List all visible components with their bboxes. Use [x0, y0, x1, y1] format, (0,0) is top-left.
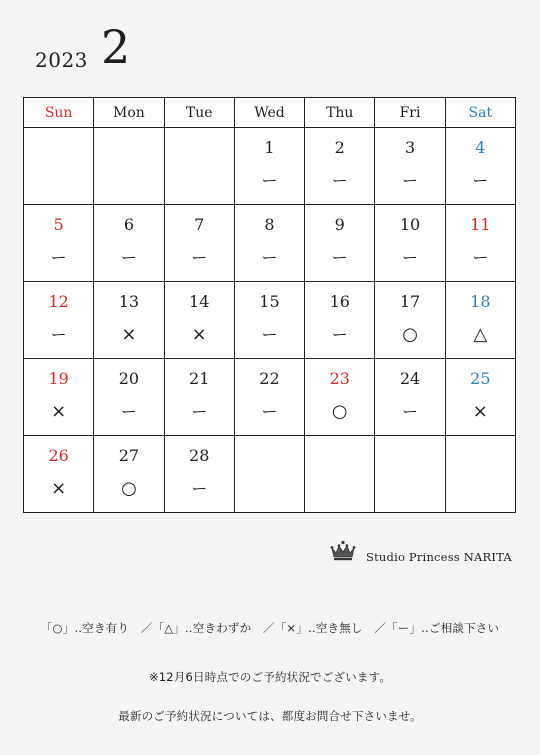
day-cell	[94, 436, 164, 513]
day-cell	[234, 282, 304, 359]
day-cell	[164, 282, 234, 359]
availability-mark: ー	[261, 325, 278, 344]
availability-mark: ー	[402, 248, 419, 267]
day-number: 16	[329, 292, 350, 311]
availability-mark: ー	[120, 402, 137, 421]
week-row	[24, 359, 516, 436]
day-cell	[24, 205, 94, 282]
day-cell	[375, 205, 445, 282]
day-number: 25	[470, 369, 491, 388]
day-cell	[94, 282, 164, 359]
contact-note: 最新のご予約状況については、都度お問合せ下さいませ。	[118, 709, 422, 723]
day-cell	[24, 128, 94, 205]
availability-mark: ー	[261, 171, 278, 190]
availability-mark: ー	[402, 171, 419, 190]
day-number: 28	[189, 446, 210, 465]
day-cell	[445, 359, 515, 436]
availability-mark: ー	[402, 402, 419, 421]
availability-mark: ー	[191, 402, 208, 421]
status-date-note: ※12月6日時点でのご予約状況でございます。	[148, 670, 392, 684]
year-label: 2023	[35, 48, 88, 72]
weekday-sat: Sat	[445, 98, 515, 128]
day-cell	[234, 128, 304, 205]
day-number: 26	[48, 446, 69, 465]
availability-mark: ー	[472, 171, 489, 190]
day-number: 5	[53, 215, 64, 234]
day-cell	[94, 128, 164, 205]
day-number: 21	[189, 369, 210, 388]
day-cell	[445, 205, 515, 282]
day-number: 10	[399, 215, 421, 234]
day-cell	[94, 205, 164, 282]
month-label: 2	[101, 20, 131, 74]
day-number: 6	[123, 215, 135, 234]
calendar-header	[35, 20, 335, 80]
weekday-wed: Wed	[234, 98, 304, 128]
day-number: 13	[118, 292, 140, 311]
availability-mark: ○	[331, 401, 348, 422]
day-cell	[375, 282, 445, 359]
day-cell	[234, 436, 304, 513]
day-cell	[24, 359, 94, 436]
day-cell	[305, 128, 375, 205]
day-number: 14	[189, 292, 210, 311]
studio-brand	[330, 540, 520, 570]
availability-mark: ー	[472, 248, 489, 267]
availability-mark: ー	[50, 325, 67, 344]
day-cell	[445, 128, 515, 205]
day-cell	[24, 282, 94, 359]
studio-name: Studio Princess NARITA	[366, 550, 512, 564]
calendar-table	[23, 97, 516, 513]
day-cell	[375, 128, 445, 205]
day-number: 12	[48, 292, 69, 311]
availability-mark: ×	[51, 478, 67, 499]
availability-mark: △	[473, 324, 488, 345]
availability-mark: ー	[191, 248, 208, 267]
day-number: 2	[334, 138, 345, 157]
week-row	[24, 128, 516, 205]
day-number: 3	[404, 138, 416, 157]
day-number: 20	[118, 369, 140, 388]
day-cell	[164, 205, 234, 282]
day-cell	[164, 359, 234, 436]
day-cell	[305, 436, 375, 513]
day-cell	[24, 436, 94, 513]
day-number: 18	[470, 292, 491, 311]
week-row	[24, 205, 516, 282]
day-cell	[234, 205, 304, 282]
weekday-sun: Sun	[24, 98, 94, 128]
availability-mark: ○	[402, 324, 418, 345]
availability-mark: ー	[331, 325, 348, 344]
day-number: 11	[470, 215, 491, 234]
day-number: 15	[259, 292, 280, 311]
availability-mark: ー	[261, 402, 278, 421]
day-number: 27	[118, 446, 140, 465]
day-cell	[445, 436, 515, 513]
day-number: 23	[329, 369, 350, 388]
weekday-fri: Fri	[375, 98, 445, 128]
weekday-mon: Mon	[94, 98, 164, 128]
day-cell	[305, 205, 375, 282]
day-number: 1	[264, 138, 275, 157]
day-cell	[305, 359, 375, 436]
day-number: 7	[194, 215, 205, 234]
day-number: 9	[334, 215, 345, 234]
day-cell	[234, 359, 304, 436]
day-number: 19	[48, 369, 69, 388]
weekday-row	[24, 98, 516, 128]
availability-mark: ○	[121, 478, 137, 499]
week-row	[24, 436, 516, 513]
day-cell	[164, 128, 234, 205]
weekday-tue: Tue	[164, 98, 234, 128]
availability-mark: ー	[331, 171, 348, 190]
availability-mark: ー	[331, 248, 348, 267]
availability-mark: ー	[191, 479, 208, 498]
availability-mark: ー	[261, 248, 278, 267]
day-number: 8	[264, 215, 275, 234]
day-cell	[375, 359, 445, 436]
day-cell	[164, 436, 234, 513]
availability-mark: ー	[50, 248, 67, 267]
day-cell	[305, 282, 375, 359]
day-number: 17	[399, 292, 421, 311]
availability-mark: ×	[472, 401, 488, 422]
day-cell	[445, 282, 515, 359]
availability-mark: ×	[51, 401, 67, 422]
crown-icon	[330, 540, 356, 562]
day-number: 22	[259, 369, 280, 388]
availability-mark: ×	[191, 324, 207, 345]
day-number: 24	[399, 369, 421, 388]
availability-mark: ×	[121, 324, 137, 345]
day-number: 4	[475, 138, 486, 157]
availability-mark: ー	[120, 248, 137, 267]
weekday-thu: Thu	[305, 98, 375, 128]
week-row	[24, 282, 516, 359]
day-cell	[94, 359, 164, 436]
availability-legend: 「○」‥空き有り ／「△」‥空きわずか ／「×」‥空き無し ／「ー」‥ご相談下さい	[40, 621, 500, 635]
day-cell	[375, 436, 445, 513]
